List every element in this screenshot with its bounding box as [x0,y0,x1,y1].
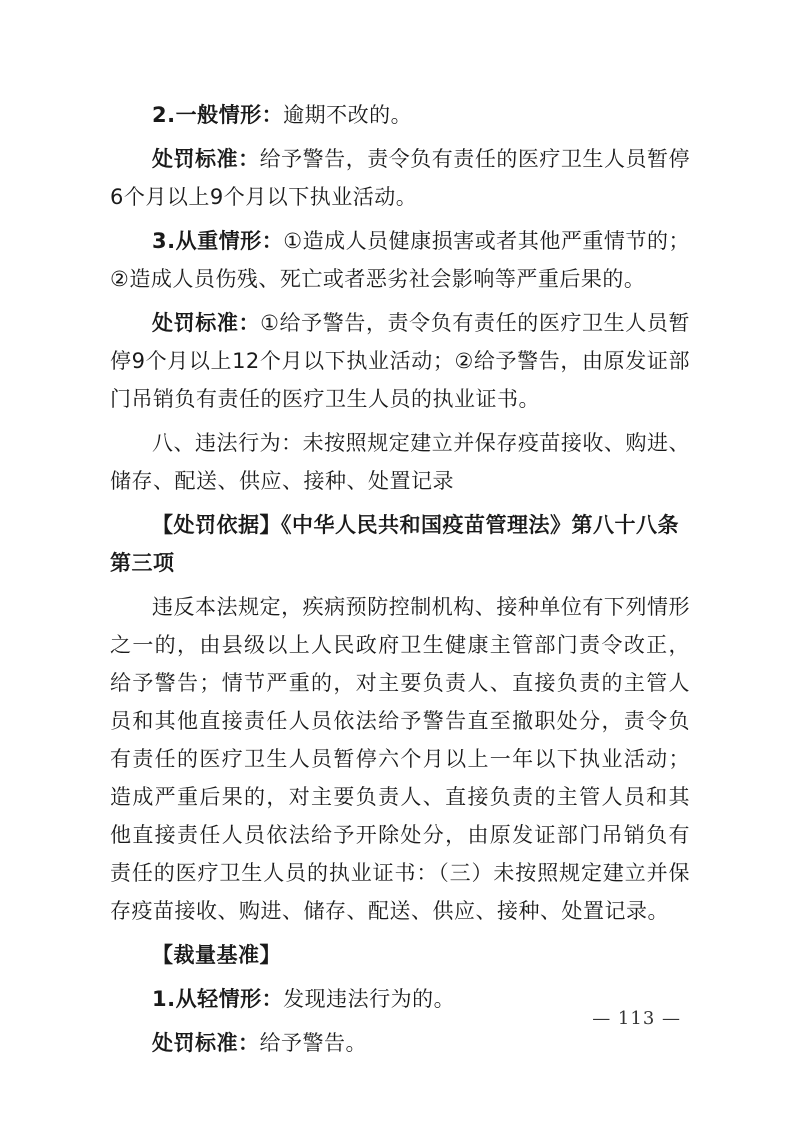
general-case-text: 逾期不改的。 [283,103,413,127]
light-penalty-text: 给予警告。 [259,1031,367,1055]
discretion-heading [110,936,690,974]
severe-case-text: ①造成人员健康损害或者其他严重情节的；②造成人员伤残、死亡或者恶劣社会影响等严重后果的。 [110,229,690,291]
paragraph-violation-eight [110,424,690,500]
general-case-label: 2.一般情形： [152,103,284,127]
violation-eight-text: 八、违法行为：未按照规定建立并保存疫苗接收、购进、储存、配送、供应、接种、处置记录 [110,431,690,493]
light-case-text: 发现违法行为的。 [283,987,456,1011]
document-body [110,96,690,1062]
paragraph-general-case [110,96,690,134]
paragraph-severe-penalty [110,304,690,418]
paragraph-general-penalty [110,140,690,216]
penalty-basis-text: 【处罚依据】《中华人民共和国疫苗管理法》第八十八条第三项 [110,513,679,575]
paragraph-law-text [110,588,690,930]
severe-case-label: 3.从重情形： [152,229,284,253]
law-text: 违反本法规定，疾病预防控制机构、接种单位有下列情形之一的，由县级以上人民政府卫生健康主管部门责令改正，给予警告；情节严重的，对主要负责人、直接负责的主管人员和其他直接责任人员依法给予警告直至撤职处分，责令负有责任的医疗卫生人员暂停六个月以上一年以下执业活动；造成严重后果的，对主要负责人、直接负责的主管人员和其他直接责任人员依法给予开除处分，由原发证部门吊销负有责任的医疗卫生人员的执业证书：（三）未按照规定建立并保存疫苗接收、购进、储存、配送、供应、接种、处置记录。 [110,595,690,923]
paragraph-severe-case [110,222,690,298]
general-penalty-text: 给予警告，责令负有责任的医疗卫生人员暂停6个月以上9个月以下执业活动。 [110,147,691,209]
light-penalty-label: 处罚标准： [152,1031,260,1055]
paragraph-light-penalty [110,1024,690,1062]
general-penalty-label: 处罚标准： [152,147,260,171]
penalty-basis-heading [110,506,690,582]
discretion-heading-text: 【裁量基准】 [152,943,281,967]
severe-penalty-text: ①给予警告，责令负有责任的医疗卫生人员暂停9个月以上12个月以下执业活动；②给予警告，由原发证部门吊销负有责任的医疗卫生人员的执业证书。 [110,311,691,411]
page-number: — 113 — [592,1008,681,1029]
light-case-label: 1.从轻情形： [152,987,284,1011]
severe-penalty-label: 处罚标准： [152,311,261,335]
